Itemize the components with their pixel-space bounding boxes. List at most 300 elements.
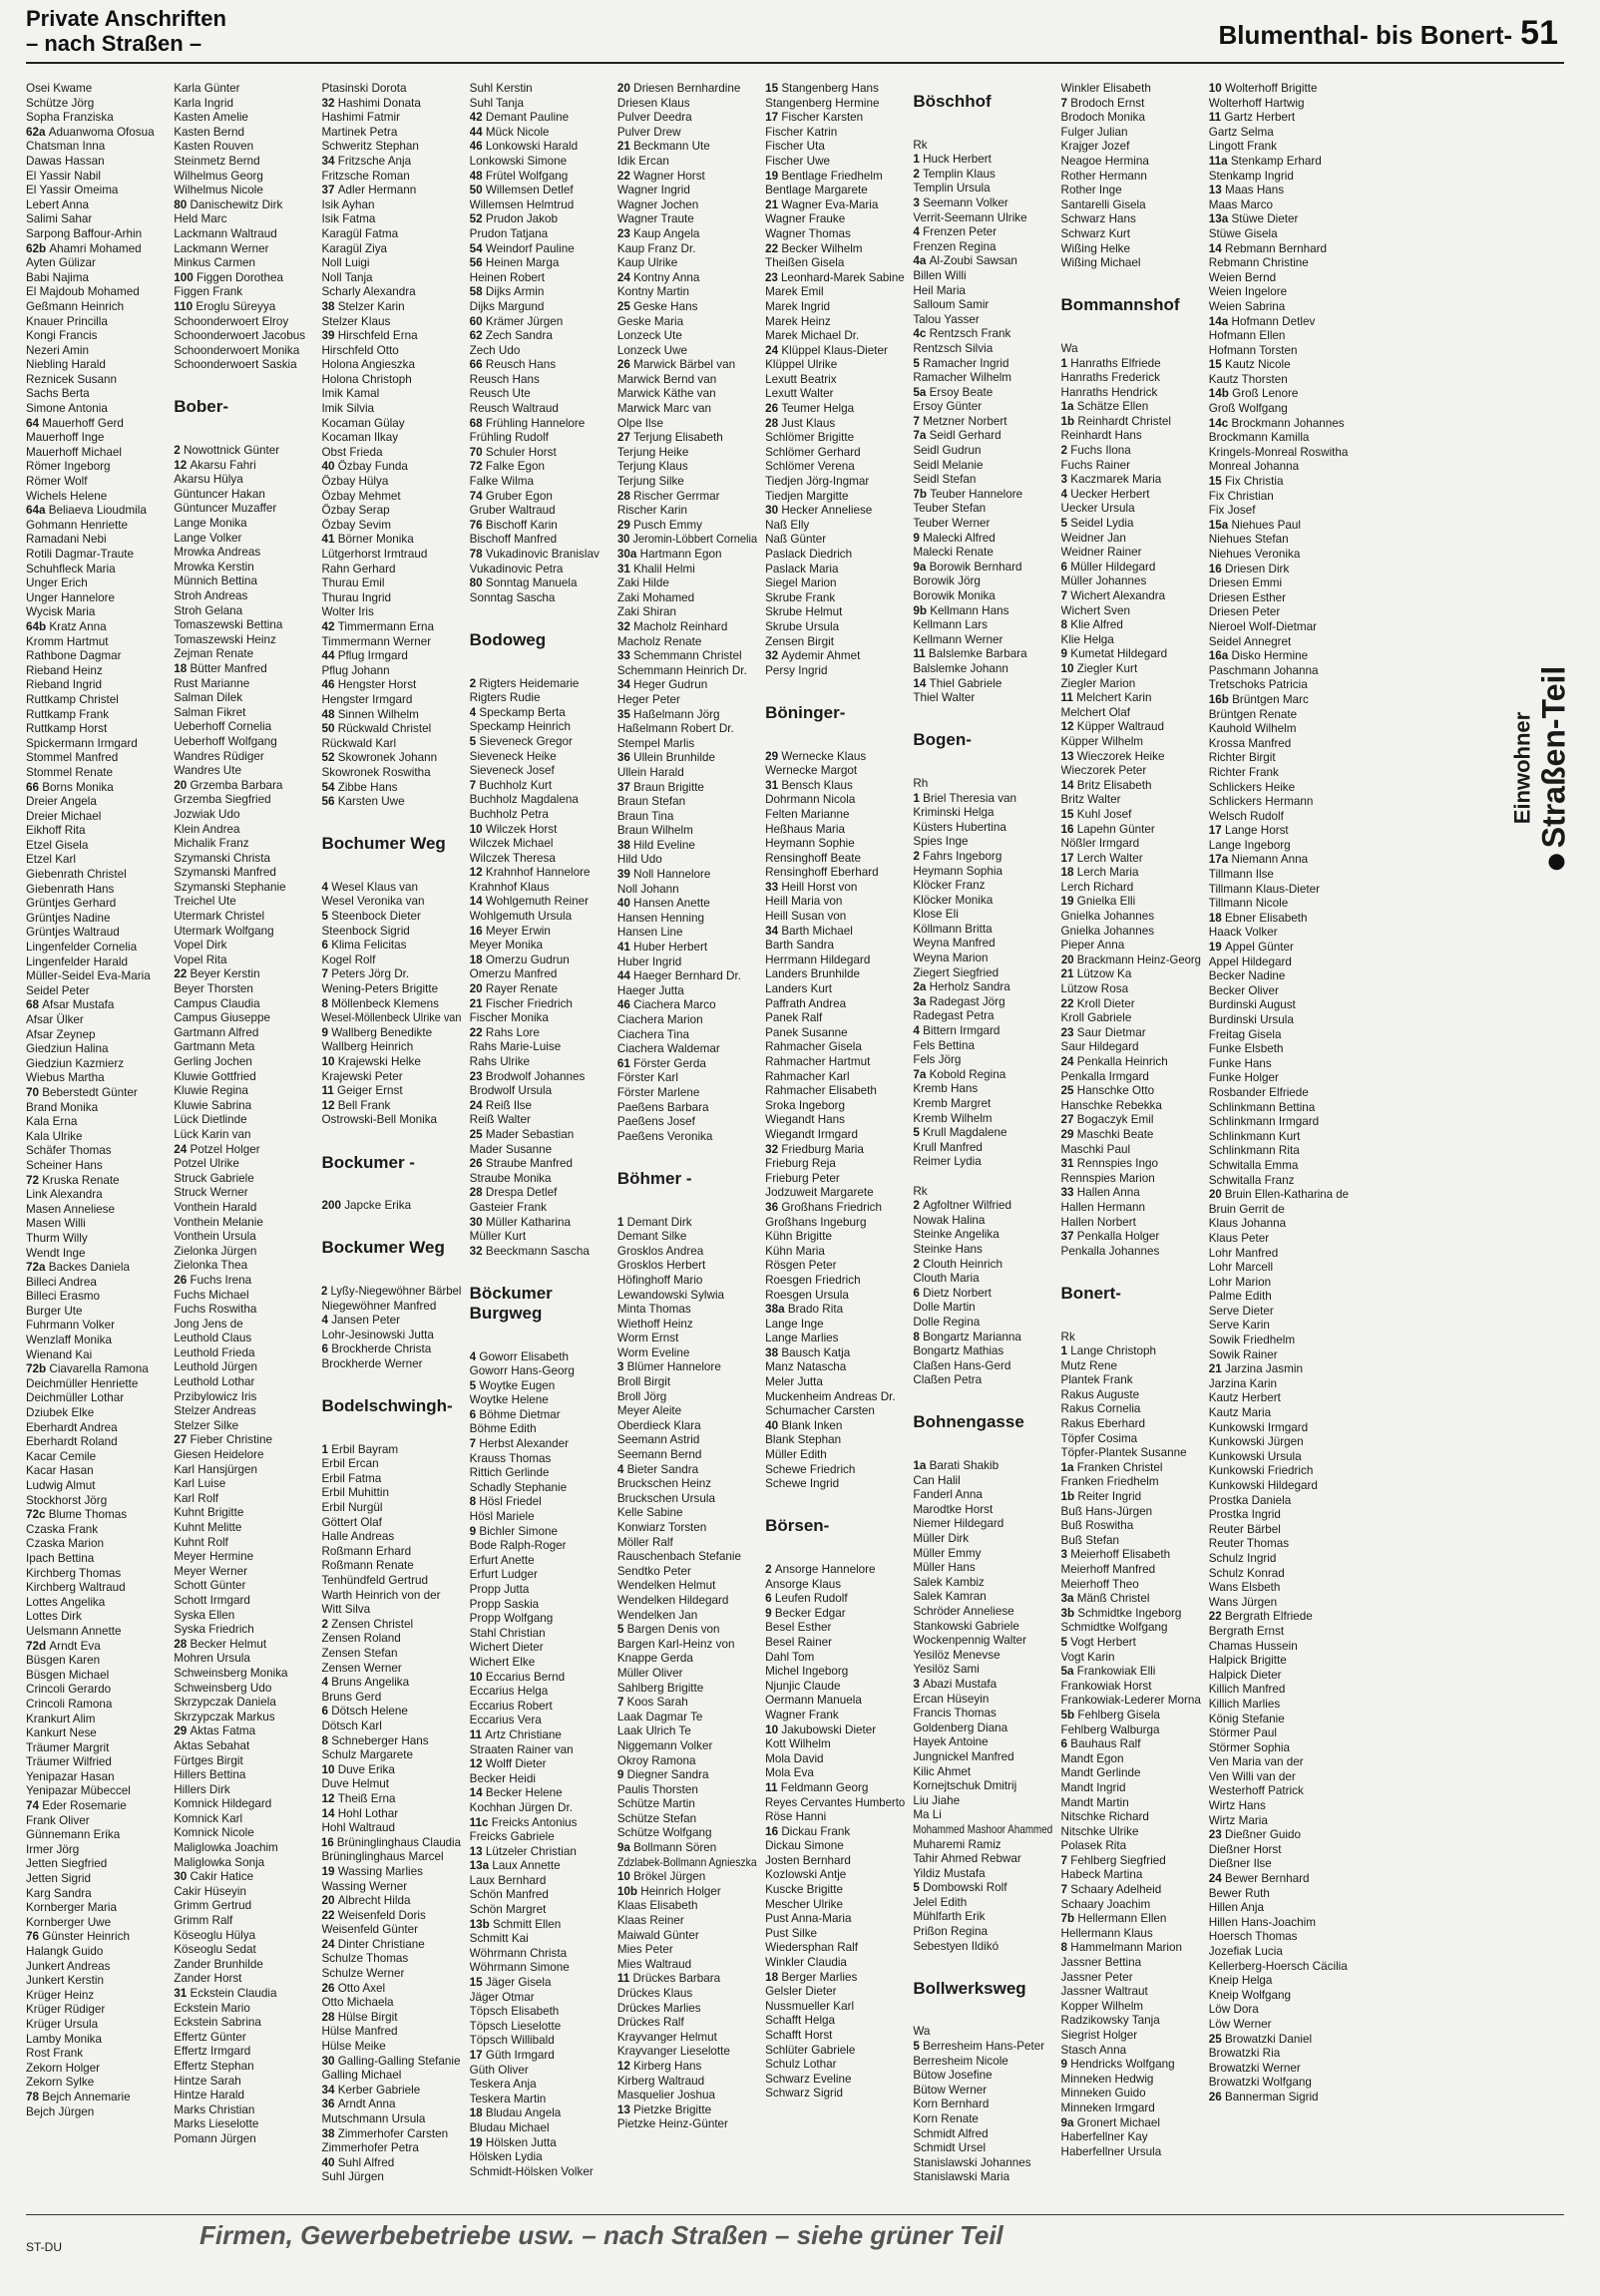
resident-entry: 72b Ciavarella Ramona — [26, 1362, 149, 1376]
resident-entry: Tiedjen Margitte — [765, 489, 849, 503]
resident-entry: Brodoch Monika — [1060, 111, 1145, 125]
resident-entry: 20 Rayer Renate — [469, 982, 559, 996]
resident-entry: Scheiner Hans — [26, 1158, 103, 1172]
resident-entry: Meyer Monika — [469, 939, 544, 953]
street-heading: Bogen- — [913, 730, 972, 750]
resident-entry: Wiegandt Hans — [765, 1113, 846, 1127]
resident-entry: Stangenberg Hermine — [765, 96, 880, 110]
resident-entry: Kott Wilhelm — [765, 1737, 831, 1751]
resident-entry: Krossa Manfred — [1208, 736, 1292, 750]
resident-entry: 6 Klima Felicitas — [321, 939, 407, 953]
resident-entry: Marwick Käthe van — [616, 387, 716, 401]
resident-entry: Idik Ercan — [616, 154, 669, 168]
resident-entry: Isik Ayhan — [321, 197, 375, 211]
resident-entry: Schmidt-Hölsken Volker — [469, 2164, 594, 2178]
resident-entry: Obst Frieda — [321, 445, 383, 459]
page-header-right — [1219, 14, 1559, 53]
resident-entry: Dötsch Karl — [321, 1719, 382, 1732]
resident-entry: Holona Christoph — [321, 372, 412, 386]
resident-entry: Heill Susan von — [765, 910, 847, 924]
spacer — [1061, 1259, 1201, 1274]
resident-entry: Kornejtschuk Dmitrij — [913, 1779, 1017, 1793]
resident-entry: Funke Holger — [1208, 1071, 1279, 1085]
resident-entry: Weien Bernd — [1208, 270, 1277, 284]
resident-entry: Niggemann Volker — [616, 1738, 713, 1752]
resident-entry: Heymann Sophia — [913, 864, 1002, 878]
resident-entry: Giebenrath Christel — [26, 868, 127, 882]
resident-entry: Szymanski Manfred — [174, 866, 276, 880]
resident-entry: Geske Maria — [616, 314, 684, 328]
resident-entry: Stankowski Gabriele — [913, 1619, 1019, 1633]
resident-entry: Köseoglu Hülya — [174, 1928, 256, 1942]
resident-entry: Zielonka Jürgen — [174, 1244, 257, 1258]
resident-entry: Frieburg Peter — [765, 1171, 840, 1185]
resident-entry: 62 Zech Sandra — [469, 329, 553, 343]
resident-entry: Schulz Ingrid — [1208, 1551, 1277, 1565]
resident-entry: Kaup Franz Dr. — [616, 241, 696, 255]
resident-entry: Töpsch Elisabeth — [469, 2005, 560, 2019]
resident-entry: 4 Uecker Herbert — [1060, 487, 1150, 501]
resident-entry: Frankowiak Horst — [1060, 1679, 1152, 1693]
resident-entry: Jodzuweit Margarete — [765, 1186, 874, 1200]
directory-column — [470, 82, 609, 2206]
resident-entry: Jozefiak Lucia — [1208, 1945, 1283, 1958]
resident-entry: Kremb Hans — [913, 1082, 979, 1096]
resident-entry: Sieveneck Josef — [469, 764, 555, 778]
resident-entry: Schlickers Hermann — [1208, 795, 1314, 809]
resident-entry: Jungnickel Manfred — [913, 1749, 1014, 1763]
resident-entry: 13a Laux Annette — [469, 1859, 561, 1873]
resident-entry: Zensen Stefan — [321, 1647, 398, 1660]
resident-entry: Korn Bernhard — [913, 2098, 990, 2111]
resident-entry: Zielonka Thea — [174, 1259, 248, 1273]
resident-entry: 10 Brökel Jürgen — [616, 1870, 706, 1884]
resident-entry: Marks Christian — [174, 2103, 255, 2116]
resident-entry: Wans Elsbeth — [1208, 1581, 1281, 1595]
resident-entry: 56 Heinen Marga — [469, 256, 560, 270]
resident-entry: Campus Claudia — [174, 996, 260, 1010]
resident-entry: Fulger Julian — [1060, 125, 1128, 139]
spacer — [321, 1214, 461, 1229]
resident-entry: Giedziun Halina — [26, 1042, 109, 1056]
resident-entry: Wesel-Möllenbeck Ulrike van — [321, 1011, 462, 1025]
resident-entry: 17 Güth Irmgard — [469, 2049, 555, 2062]
resident-entry: Schlömer Verena — [765, 460, 855, 474]
resident-entry: Kaup Ulrike — [616, 256, 678, 270]
resident-entry: Prostka Ingrid — [1208, 1508, 1281, 1522]
resident-entry: 70 Schuler Horst — [469, 445, 557, 459]
resident-entry: Tillmann Ilse — [1208, 868, 1274, 882]
resident-entry: Borowik Jörg — [913, 574, 981, 588]
resident-entry: Krajger Jozef — [1060, 140, 1130, 154]
resident-entry: Schmidt Alfred — [913, 2126, 989, 2140]
resident-entry: Aktas Sebahat — [174, 1738, 250, 1752]
resident-entry: Wagner Traute — [616, 212, 694, 226]
resident-entry: Karagül Ziya — [321, 241, 388, 255]
resident-entry: Nowak Halina — [913, 1213, 986, 1227]
resident-entry: 3 Abazi Mustafa — [913, 1677, 998, 1691]
resident-entry: Bruin Gerrit de — [1208, 1202, 1285, 1216]
resident-entry: Konwiarz Torsten — [616, 1521, 707, 1534]
resident-entry: Suhl Kerstin — [469, 82, 533, 95]
resident-entry: Günnemann Erika — [26, 1828, 121, 1842]
resident-entry: Erbil Nurgül — [321, 1501, 383, 1515]
resident-entry: 52 Skowronek Johann — [321, 751, 438, 765]
resident-entry: 27 Fieber Christine — [174, 1433, 272, 1447]
resident-entry: 6 Bauhaus Ralf — [1060, 1737, 1141, 1751]
side-tab-line1: Einwohner — [1509, 711, 1535, 825]
spacer — [1061, 271, 1201, 286]
resident-entry: Rebmann Christine — [1208, 256, 1309, 270]
resident-entry: Minta Thomas — [616, 1303, 691, 1317]
resident-entry: 7b Teuber Hannelore — [913, 487, 1023, 501]
resident-entry: Stenkamp Ingrid — [1208, 169, 1294, 183]
resident-entry: Klie Helga — [1060, 632, 1114, 646]
resident-entry: Kauhold Wilhelm — [1208, 722, 1297, 736]
resident-entry: Buß Hans-Jürgen — [1060, 1504, 1153, 1518]
resident-entry: Etzel Karl — [26, 853, 77, 867]
resident-entry: Mola Eva — [765, 1766, 814, 1780]
resident-entry: 11c Freicks Antonius — [469, 1815, 578, 1829]
resident-entry: Felten Marianne — [765, 807, 850, 821]
resident-entry: Rathbone Dagmar — [26, 649, 122, 663]
resident-entry: Barth Sandra — [765, 939, 834, 953]
spacer — [765, 735, 905, 750]
footer-note: Firmen, Gewerbebetriebe usw. – nach Straßen – siehe grüner Teil — [200, 2220, 1003, 2250]
resident-entry: Salman Dilek — [174, 691, 243, 705]
resident-entry: Kopper Wilhelm — [1060, 1999, 1144, 2013]
resident-entry: Kocaman Ilkay — [321, 431, 399, 445]
resident-entry: Lexutt Beatrix — [765, 372, 837, 386]
resident-entry: Billeci Erasmo — [26, 1290, 101, 1304]
spacer — [470, 1259, 609, 1274]
resident-entry: Seidl Melanie — [913, 458, 984, 472]
resident-entry: Lackmann Waltraud — [174, 226, 277, 240]
resident-entry: 42 Demant Pauline — [469, 111, 570, 125]
resident-entry: Deichmüller Lothar — [26, 1391, 125, 1405]
resident-entry: 9 Bichler Simone — [469, 1524, 559, 1538]
resident-entry: 110 Eroglu Süreyya — [174, 299, 276, 313]
resident-entry: Spies Inge — [913, 835, 969, 849]
resident-entry: 24 Reiß Ilse — [469, 1098, 533, 1112]
resident-entry: 6 Brockherde Christa — [321, 1342, 432, 1356]
resident-entry: Sahlberg Brigitte — [616, 1681, 704, 1695]
resident-entry: 70 Beberstedt Günter — [26, 1085, 138, 1099]
resident-entry: Rahmacher Elisabeth — [765, 1084, 877, 1098]
resident-entry: Verrit-Seemann Ulrike — [913, 210, 1027, 224]
resident-entry: Rischer Karin — [616, 504, 688, 518]
resident-entry: Potzel Ulrike — [174, 1157, 239, 1171]
footer-rule — [26, 2214, 1564, 2215]
resident-entry: Wißing Helke — [1060, 241, 1131, 255]
resident-entry: Röse Hanni — [765, 1810, 827, 1824]
resident-entry: Goworr Hans-Georg — [469, 1364, 575, 1378]
resident-entry: Thurau Emil — [321, 576, 385, 590]
resident-entry: Serve Dieter — [1208, 1304, 1274, 1318]
street-heading: Börsen- — [765, 1516, 830, 1536]
resident-entry: Palme Edith — [1208, 1290, 1272, 1304]
resident-entry: Kunkowski Jürgen — [1208, 1435, 1304, 1449]
resident-entry: 30a Hartmann Egon — [616, 548, 722, 561]
resident-entry: 1a Franken Christel — [1060, 1460, 1163, 1474]
resident-entry: Rahmacher Karl — [765, 1069, 850, 1083]
resident-entry: Serve Karin — [1208, 1319, 1270, 1333]
resident-entry: 32 Beeckmann Sascha — [469, 1244, 590, 1258]
resident-entry: Oermann Manuela — [765, 1694, 862, 1708]
street-heading: Bochumer Weg — [321, 834, 446, 854]
resident-entry: 74 Gruber Egon — [469, 489, 553, 503]
resident-entry: Özbay Hülya — [321, 475, 389, 489]
resident-entry: Schmitt Kai — [469, 1932, 529, 1946]
resident-entry: Laak Ulrich Te — [616, 1724, 691, 1738]
spacer — [913, 1170, 1052, 1185]
resident-entry: Dickau Simone — [765, 1839, 844, 1853]
resident-entry: 13 Wieczorek Heike — [1060, 749, 1165, 763]
resident-entry: 10 Wilczek Horst — [469, 822, 558, 836]
resident-entry: Weidner Rainer — [1060, 546, 1142, 560]
resident-entry: Afsar Zeynep — [26, 1027, 96, 1041]
resident-entry: Kirberg Waltraud — [616, 2074, 705, 2088]
resident-entry: Persy Ingrid — [765, 663, 828, 677]
resident-entry: Muckenheim Andreas Dr. — [765, 1389, 896, 1403]
street-heading: Böschhof — [913, 92, 992, 111]
resident-entry: Oberdieck Klara — [616, 1418, 701, 1432]
resident-entry: 9 Kumetat Hildegard — [1060, 647, 1168, 661]
resident-entry: Wilczek Michael — [469, 837, 554, 851]
resident-entry: Akarsu Hülya — [174, 473, 243, 487]
resident-entry: Laak Dagmar Te — [616, 1710, 703, 1723]
resident-entry: Giedziun Kazmierz — [26, 1056, 125, 1070]
resident-entry: 54 Weindorf Pauline — [469, 241, 575, 255]
resident-entry: Wolterhoff Hartwig — [1208, 96, 1305, 110]
resident-entry: Kautz Thorsten — [1208, 372, 1288, 386]
resident-entry: Ramacher Wilhelm — [913, 371, 1012, 385]
resident-entry: Stroh Gelana — [174, 603, 243, 617]
resident-entry: Braun Tina — [616, 809, 674, 823]
resident-entry: Masen Willi — [26, 1217, 86, 1231]
resident-entry: Zech Udo — [469, 343, 521, 357]
resident-entry: Wohlgemuth Ursula — [469, 910, 573, 924]
street-heading: Bohnengasse — [913, 1412, 1024, 1432]
resident-entry: Ramadani Nebi — [26, 533, 107, 547]
resident-entry: Crincoli Ramona — [26, 1697, 113, 1711]
resident-entry: Kautz Maria — [1208, 1406, 1272, 1420]
resident-entry: Wilhelmus Georg — [174, 169, 263, 183]
resident-entry: Maschki Paul — [1060, 1142, 1131, 1156]
resident-entry: 10b Heinrich Holger — [616, 1884, 721, 1898]
resident-entry: Özbay Sevim — [321, 518, 391, 532]
resident-entry: Kellmann Werner — [913, 632, 1003, 646]
resident-entry: Zensen Birgit — [765, 634, 834, 648]
resident-entry: Hashimi Fatmir — [321, 111, 401, 125]
spacer — [617, 1201, 757, 1216]
resident-entry: Lohr Marion — [1208, 1275, 1272, 1289]
resident-entry: 32 Friedburg Maria — [765, 1142, 864, 1156]
resident-entry: 30 Hecker Anneliese — [765, 504, 873, 518]
resident-entry: 11a Stenkamp Erhard — [1208, 154, 1322, 168]
resident-entry: 18 Berger Marlies — [765, 1970, 858, 1984]
resident-entry: El Majdoub Mohamed — [26, 285, 140, 299]
resident-entry: Grimm Ralf — [174, 1914, 233, 1928]
resident-entry: Effertz Irmgard — [174, 2045, 251, 2059]
resident-entry: Paslack Diedrich — [765, 548, 853, 561]
resident-entry: Grüntjes Gerhard — [26, 897, 117, 911]
resident-entry: 3 Kaczmarek Maria — [1060, 473, 1162, 487]
resident-entry: Kluwie Regina — [174, 1084, 248, 1098]
resident-entry: Simone Antonia — [26, 402, 108, 416]
resident-entry: 23 Dießner Guido — [1208, 1828, 1302, 1842]
resident-entry: Wagner Jochen — [616, 197, 699, 211]
resident-entry: Bongartz Mathias — [913, 1344, 1004, 1358]
resident-entry: Minkus Carmen — [174, 256, 256, 270]
resident-entry: 34 Fritzsche Anja — [321, 154, 412, 168]
resident-entry: Pflug Johann — [321, 663, 390, 677]
resident-entry: Unger Hannelore — [26, 590, 116, 604]
resident-entry: Kringels-Monreal Roswitha — [1208, 445, 1349, 459]
resident-entry: Wendelken Hildegard — [616, 1593, 729, 1607]
resident-entry: Vonthein Harald — [174, 1200, 257, 1214]
resident-entry: Özbay Mehmet — [321, 489, 401, 503]
resident-entry: Saur Hildegard — [1060, 1040, 1139, 1054]
resident-entry: Seidl Stefan — [913, 473, 977, 487]
resident-entry: Lottes Dirk — [26, 1610, 82, 1624]
resident-entry: Worm Eveline — [616, 1345, 690, 1359]
resident-entry: Hillers Bettina — [174, 1768, 246, 1782]
resident-entry: Straaten Rainer van — [469, 1742, 574, 1756]
resident-entry: 17 Lange Horst — [1208, 824, 1289, 838]
resident-entry: 4 Goworr Elisabeth — [469, 1349, 570, 1363]
resident-entry: Klöcker Monika — [913, 893, 994, 907]
spacer — [617, 1144, 757, 1159]
resident-entry: Gnielka Johannes — [1060, 910, 1155, 924]
resident-entry: Gasteier Frank — [469, 1200, 547, 1214]
resident-entry: Jassner Peter — [1060, 1970, 1133, 1984]
resident-entry: Weyna Manfred — [913, 937, 996, 951]
resident-entry: Sroka Ingeborg — [765, 1098, 846, 1112]
resident-entry: Müller Dirk — [913, 1532, 970, 1546]
resident-entry: 28 Just Klaus — [765, 416, 836, 430]
resident-entry: Imik Kamal — [321, 387, 380, 401]
resident-entry: 24 Penkalla Heinrich — [1060, 1055, 1168, 1068]
resident-entry: 21 Fischer Friedrich — [469, 996, 573, 1010]
resident-entry: Grüntjes Nadine — [26, 911, 111, 925]
resident-entry: Mohren Ursula — [174, 1652, 250, 1666]
resident-entry: Göttert Olaf — [321, 1515, 382, 1529]
directory-column — [765, 82, 905, 2206]
resident-entry: Teuber Werner — [913, 517, 991, 531]
resident-entry: Wesel Veronika van — [321, 895, 425, 909]
resident-entry: Junkert Kerstin — [26, 1974, 104, 1988]
resident-entry: Bütow Josefine — [913, 2069, 993, 2083]
resident-entry: 76 Bischoff Karin — [469, 518, 558, 532]
directory-columns — [26, 82, 1349, 2206]
resident-entry: Beyer Thorsten — [174, 982, 253, 996]
resident-entry: Salloum Samir — [913, 298, 990, 312]
resident-entry: 1 Erbil Bayram — [321, 1442, 399, 1456]
resident-entry: Yesilöz Sami — [913, 1663, 980, 1677]
resident-entry: Küpper Wilhelm — [1060, 734, 1144, 748]
resident-entry: 7 Koos Sarah — [616, 1696, 688, 1710]
resident-entry: 28 Hülse Birgit — [321, 2010, 398, 2024]
resident-entry: 54 Zibbe Hans — [321, 780, 398, 794]
resident-entry: Krahnhof Klaus — [469, 880, 550, 894]
resident-entry: Sowik Rainer — [1208, 1347, 1278, 1361]
resident-entry: Broll Jörg — [616, 1389, 667, 1403]
resident-entry: Seidel Peter — [26, 983, 90, 997]
resident-entry: 12 Küpper Waltraud — [1060, 720, 1165, 734]
resident-entry: Erbil Muhittin — [321, 1486, 389, 1500]
resident-entry: Klaus Johanna — [1208, 1217, 1287, 1231]
resident-entry: Hillers Dirk — [174, 1782, 230, 1796]
resident-entry: Fischer Monika — [469, 1011, 549, 1025]
resident-entry: Bruckschen Heinz — [616, 1477, 712, 1491]
resident-entry: Schäfer Thomas — [26, 1144, 112, 1158]
resident-entry: Leuthold Lothar — [174, 1375, 255, 1389]
resident-entry: Mutz Rene — [1060, 1358, 1118, 1372]
resident-entry: Kacar Cemile — [26, 1449, 97, 1463]
resident-entry: Wienand Kai — [26, 1347, 93, 1361]
resident-entry: Naß Günter — [765, 533, 827, 547]
resident-entry: Schwarz Hans — [1060, 212, 1136, 226]
resident-entry: Becker Heidi — [469, 1771, 536, 1785]
resident-entry: Halpick Dieter — [1208, 1668, 1282, 1682]
street-heading: Böckumer Burgweg — [469, 1283, 553, 1323]
resident-entry: 22 Bergrath Elfriede — [1208, 1610, 1313, 1624]
resident-entry: 25 Mader Sebastian — [469, 1127, 575, 1141]
resident-entry: 13 Maas Hans — [1208, 184, 1285, 197]
resident-entry: 30 Galling-Galling Stefanie — [321, 2054, 461, 2068]
resident-entry: Browatzki Wolfgang — [1208, 2076, 1312, 2090]
resident-entry: Schoonderwoert Monika — [174, 343, 300, 357]
resident-entry: Terjung Klaus — [616, 460, 688, 474]
resident-entry: 7a Seidl Gerhard — [913, 429, 1001, 443]
resident-entry: Wiethoff Heinz — [616, 1317, 693, 1331]
resident-entry: 12 Bell Frank — [321, 1098, 391, 1112]
resident-entry: Hallen Norbert — [1060, 1215, 1136, 1229]
resident-entry: Träumer Wilfried — [26, 1755, 112, 1769]
resident-entry: Rensinghoff Beate — [765, 851, 862, 865]
spacer — [913, 706, 1052, 721]
resident-entry: Holona Angieszka — [321, 358, 415, 372]
resident-entry: 8 Klie Alfred — [1060, 618, 1123, 632]
resident-entry: 16a Disko Hermine — [1208, 649, 1309, 663]
resident-entry: Marek Michael Dr. — [765, 329, 860, 343]
resident-entry: Utermark Christel — [174, 910, 265, 924]
resident-entry: Niegewöhner Manfred — [321, 1299, 437, 1313]
resident-entry: Rother Inge — [1060, 184, 1122, 197]
resident-entry: Bode Ralph-Roger — [469, 1539, 567, 1553]
resident-entry: Schweritz Stephan — [321, 140, 419, 154]
resident-entry: Meyer Werner — [174, 1564, 248, 1578]
resident-entry: Kacar Hasan — [26, 1464, 94, 1478]
street-heading: Bodoweg — [469, 629, 547, 649]
spacer — [913, 124, 1052, 139]
resident-entry: 32 Aydemir Ahmet — [765, 649, 861, 663]
resident-entry: 14 Becker Helene — [469, 1786, 563, 1800]
resident-entry: 50 Willemsen Detlef — [469, 184, 574, 197]
resident-entry: Rentzsch Silvia — [913, 341, 994, 355]
resident-entry: 64 Mauerhoff Gerd — [26, 416, 124, 430]
resident-entry: Kromm Hartmut — [26, 634, 109, 648]
resident-entry: 11 Artz Christiane — [469, 1727, 562, 1741]
resident-entry: Schwarz Kurt — [1060, 226, 1131, 240]
resident-entry: Jäger Otmar — [469, 1990, 535, 2004]
resident-entry: Wiedersphan Ralf — [765, 1941, 858, 1955]
resident-entry: Nitschke Ulrike — [1060, 1824, 1139, 1838]
resident-entry: Syska Ellen — [174, 1608, 235, 1622]
resident-entry: Büsgen Michael — [26, 1668, 110, 1682]
resident-entry: Dohrmann Nicola — [765, 793, 856, 807]
